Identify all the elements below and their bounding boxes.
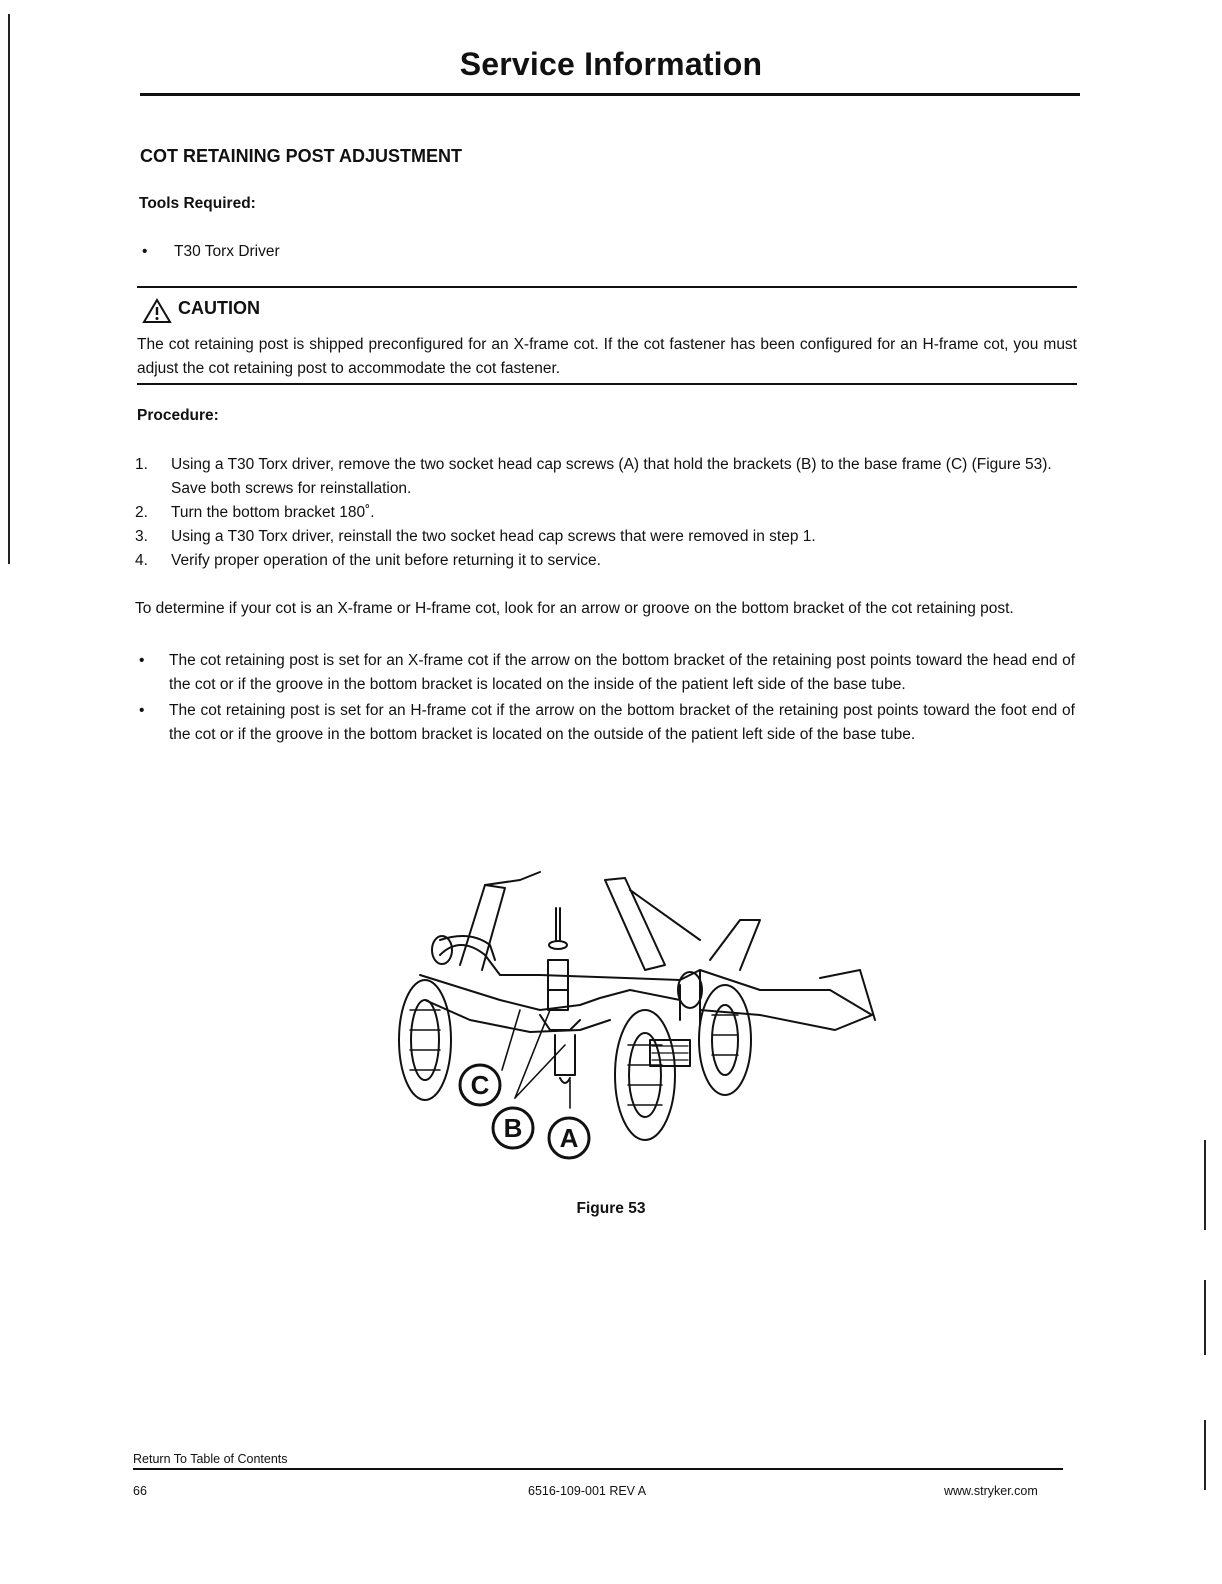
footer-rule [133, 1468, 1063, 1470]
warning-triangle-icon [142, 298, 172, 324]
section-heading: COT RETAINING POST ADJUSTMENT [140, 146, 463, 166]
procedure-label: Procedure: [137, 407, 219, 424]
caution-title: CAUTION [178, 298, 260, 318]
bullet: • [139, 652, 145, 669]
document-number: 6516-109-001 REV A [528, 1484, 647, 1498]
step-number: 3. [135, 528, 148, 545]
header-rule [140, 93, 1080, 96]
page-number: 66 [133, 1484, 147, 1498]
bullet-text: The cot retaining post is set for an H-frame cot if the arrow on the bottom bracket of the retaining post points toward the foot end of the cot or if the groove in the bottom bracket is located on the outside of the patient left side of the base tube. [169, 702, 1075, 743]
scan-edge-mark [8, 14, 10, 564]
frame-bullets [135, 649, 1075, 749]
procedure-step [135, 549, 1075, 573]
frame-intro-paragraph: To determine if your cot is an X-frame or H-frame cot, look for an arrow or groove on the bottom bracket of the cot retaining post. [135, 600, 1014, 617]
figure-caption: Figure 53 [576, 1200, 646, 1217]
caution-top-rule [137, 286, 1077, 288]
website-link: www.stryker.com [944, 1484, 1038, 1498]
bullet-text: The cot retaining post is set for an X-frame cot if the arrow on the bottom bracket of the retaining post points toward the head end of the cot or if the groove in the bottom bracket is located on the inside of the patient left side of the base tube. [169, 652, 1075, 693]
frame-bullet-item [135, 699, 1075, 747]
procedure-step [135, 525, 1075, 549]
callout-b-label: B [503, 1113, 523, 1143]
procedure-step [135, 453, 1075, 501]
page-title: Service Information [459, 46, 763, 82]
callout-a-label: A [559, 1123, 579, 1153]
frame-bullet-item [135, 649, 1075, 697]
scan-edge-mark [1204, 1420, 1206, 1490]
step-number: 1. [135, 456, 148, 473]
figure-53-illustration [380, 860, 890, 1170]
tool-name: T30 Torx Driver [174, 243, 280, 260]
procedure-steps [135, 453, 1075, 573]
bullet: • [142, 243, 148, 260]
table-of-contents-link[interactable]: Return To Table of Contents [133, 1452, 288, 1466]
step-text: Turn the bottom bracket 180˚. [171, 504, 375, 521]
step-number: 4. [135, 552, 148, 569]
callout-c-label: C [470, 1070, 490, 1100]
step-text: Using a T30 Torx driver, reinstall the two socket head cap screws that were removed in step 1. [171, 528, 816, 545]
caution-text: The cot retaining post is shipped preconfigured for an X-frame cot. If the cot fastener has been configured for an H-frame cot, you must adjust the cot retaining post to accommodate the cot fastener. [137, 336, 1077, 377]
step-number: 2. [135, 504, 148, 521]
tools-label: Tools Required: [139, 195, 256, 212]
step-text: Using a T30 Torx driver, remove the two socket head cap screws (A) that hold the brackets (B) to the base frame (C) (Figure 53). Save both screws for reinstallation. [171, 456, 1052, 497]
step-text: Verify proper operation of the unit before returning it to service. [171, 552, 601, 569]
procedure-step [135, 501, 1075, 525]
bullet: • [139, 702, 145, 719]
scan-edge-mark [1204, 1280, 1206, 1355]
caution-bottom-rule [137, 383, 1077, 385]
